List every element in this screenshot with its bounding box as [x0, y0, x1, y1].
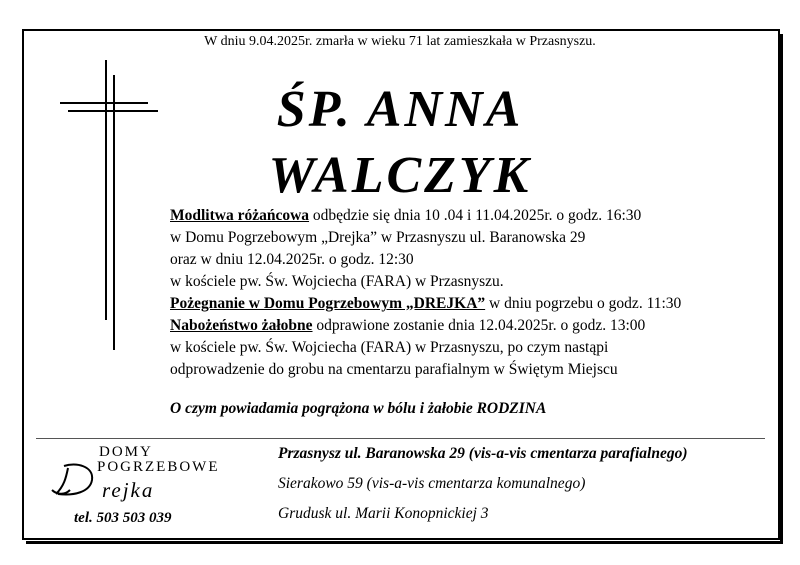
church-line: w kościele pw. Św. Wojciecha (FARA) w Przasnyszu.: [170, 273, 504, 290]
mass-church-line: w kościele pw. Św. Wojciecha (FARA) w Przasnyszu, po czym nastąpi: [170, 339, 609, 356]
frame-shadow: [26, 541, 783, 544]
address-sierakowo: Sierakowo 59 (vis-a-vis cmentarza komunalnego): [278, 475, 586, 492]
logo-line-3: rejka: [102, 478, 155, 502]
divider: [36, 438, 765, 439]
burial-line: odprowadzenie do grobu na cmentarzu parafialnym w Świętym Miejscu: [170, 361, 618, 378]
logo-line-1: DOMY: [99, 444, 153, 460]
deceased-first-name: ŚP. ANNA: [276, 81, 524, 138]
family-announcement: O czym powiadamia pogrążona w bólu i żałobie RODZINA: [170, 400, 547, 417]
death-notice-header: W dniu 9.04.2025r. zmarła w wieku 71 lat zamieszkała w Przasnyszu.: [204, 34, 596, 49]
address-grudusk: Grudusk ul. Marii Konopnickiej 3: [278, 505, 489, 522]
phone-number: tel. 503 503 039: [74, 510, 172, 526]
address-przasnysz: Przasnysz ul. Baranowska 29 (vis-a-vis cmentarza parafialnego): [278, 445, 688, 462]
ceremony-details: [170, 205, 770, 381]
funeral-home-logo: [44, 440, 244, 535]
logo-line-2: POGRZEBOWE: [97, 459, 220, 475]
logo-monogram-icon: [46, 460, 106, 500]
mass-line: Nabożeństwo żałobne odprawione zostanie dnia 12.04.2025r. o godz. 13:00: [170, 317, 646, 334]
funeral-home-line: w Domu Pogrzebowym „Drejka” w Przasnyszu ul. Baranowska 29: [170, 229, 586, 246]
deceased-last-name: WALCZYK: [268, 147, 532, 204]
second-date-line: oraz w dniu 12.04.2025r. o godz. 12:30: [170, 251, 414, 268]
rosary-line: Modlitwa różańcowa odbędzie się dnia 10 .04 i 11.04.2025r. o godz. 16:30: [170, 207, 642, 224]
farewell-line: Pożegnanie w Domu Pogrzebowym „DREJKA” w dniu pogrzebu o godz. 11:30: [170, 295, 682, 312]
